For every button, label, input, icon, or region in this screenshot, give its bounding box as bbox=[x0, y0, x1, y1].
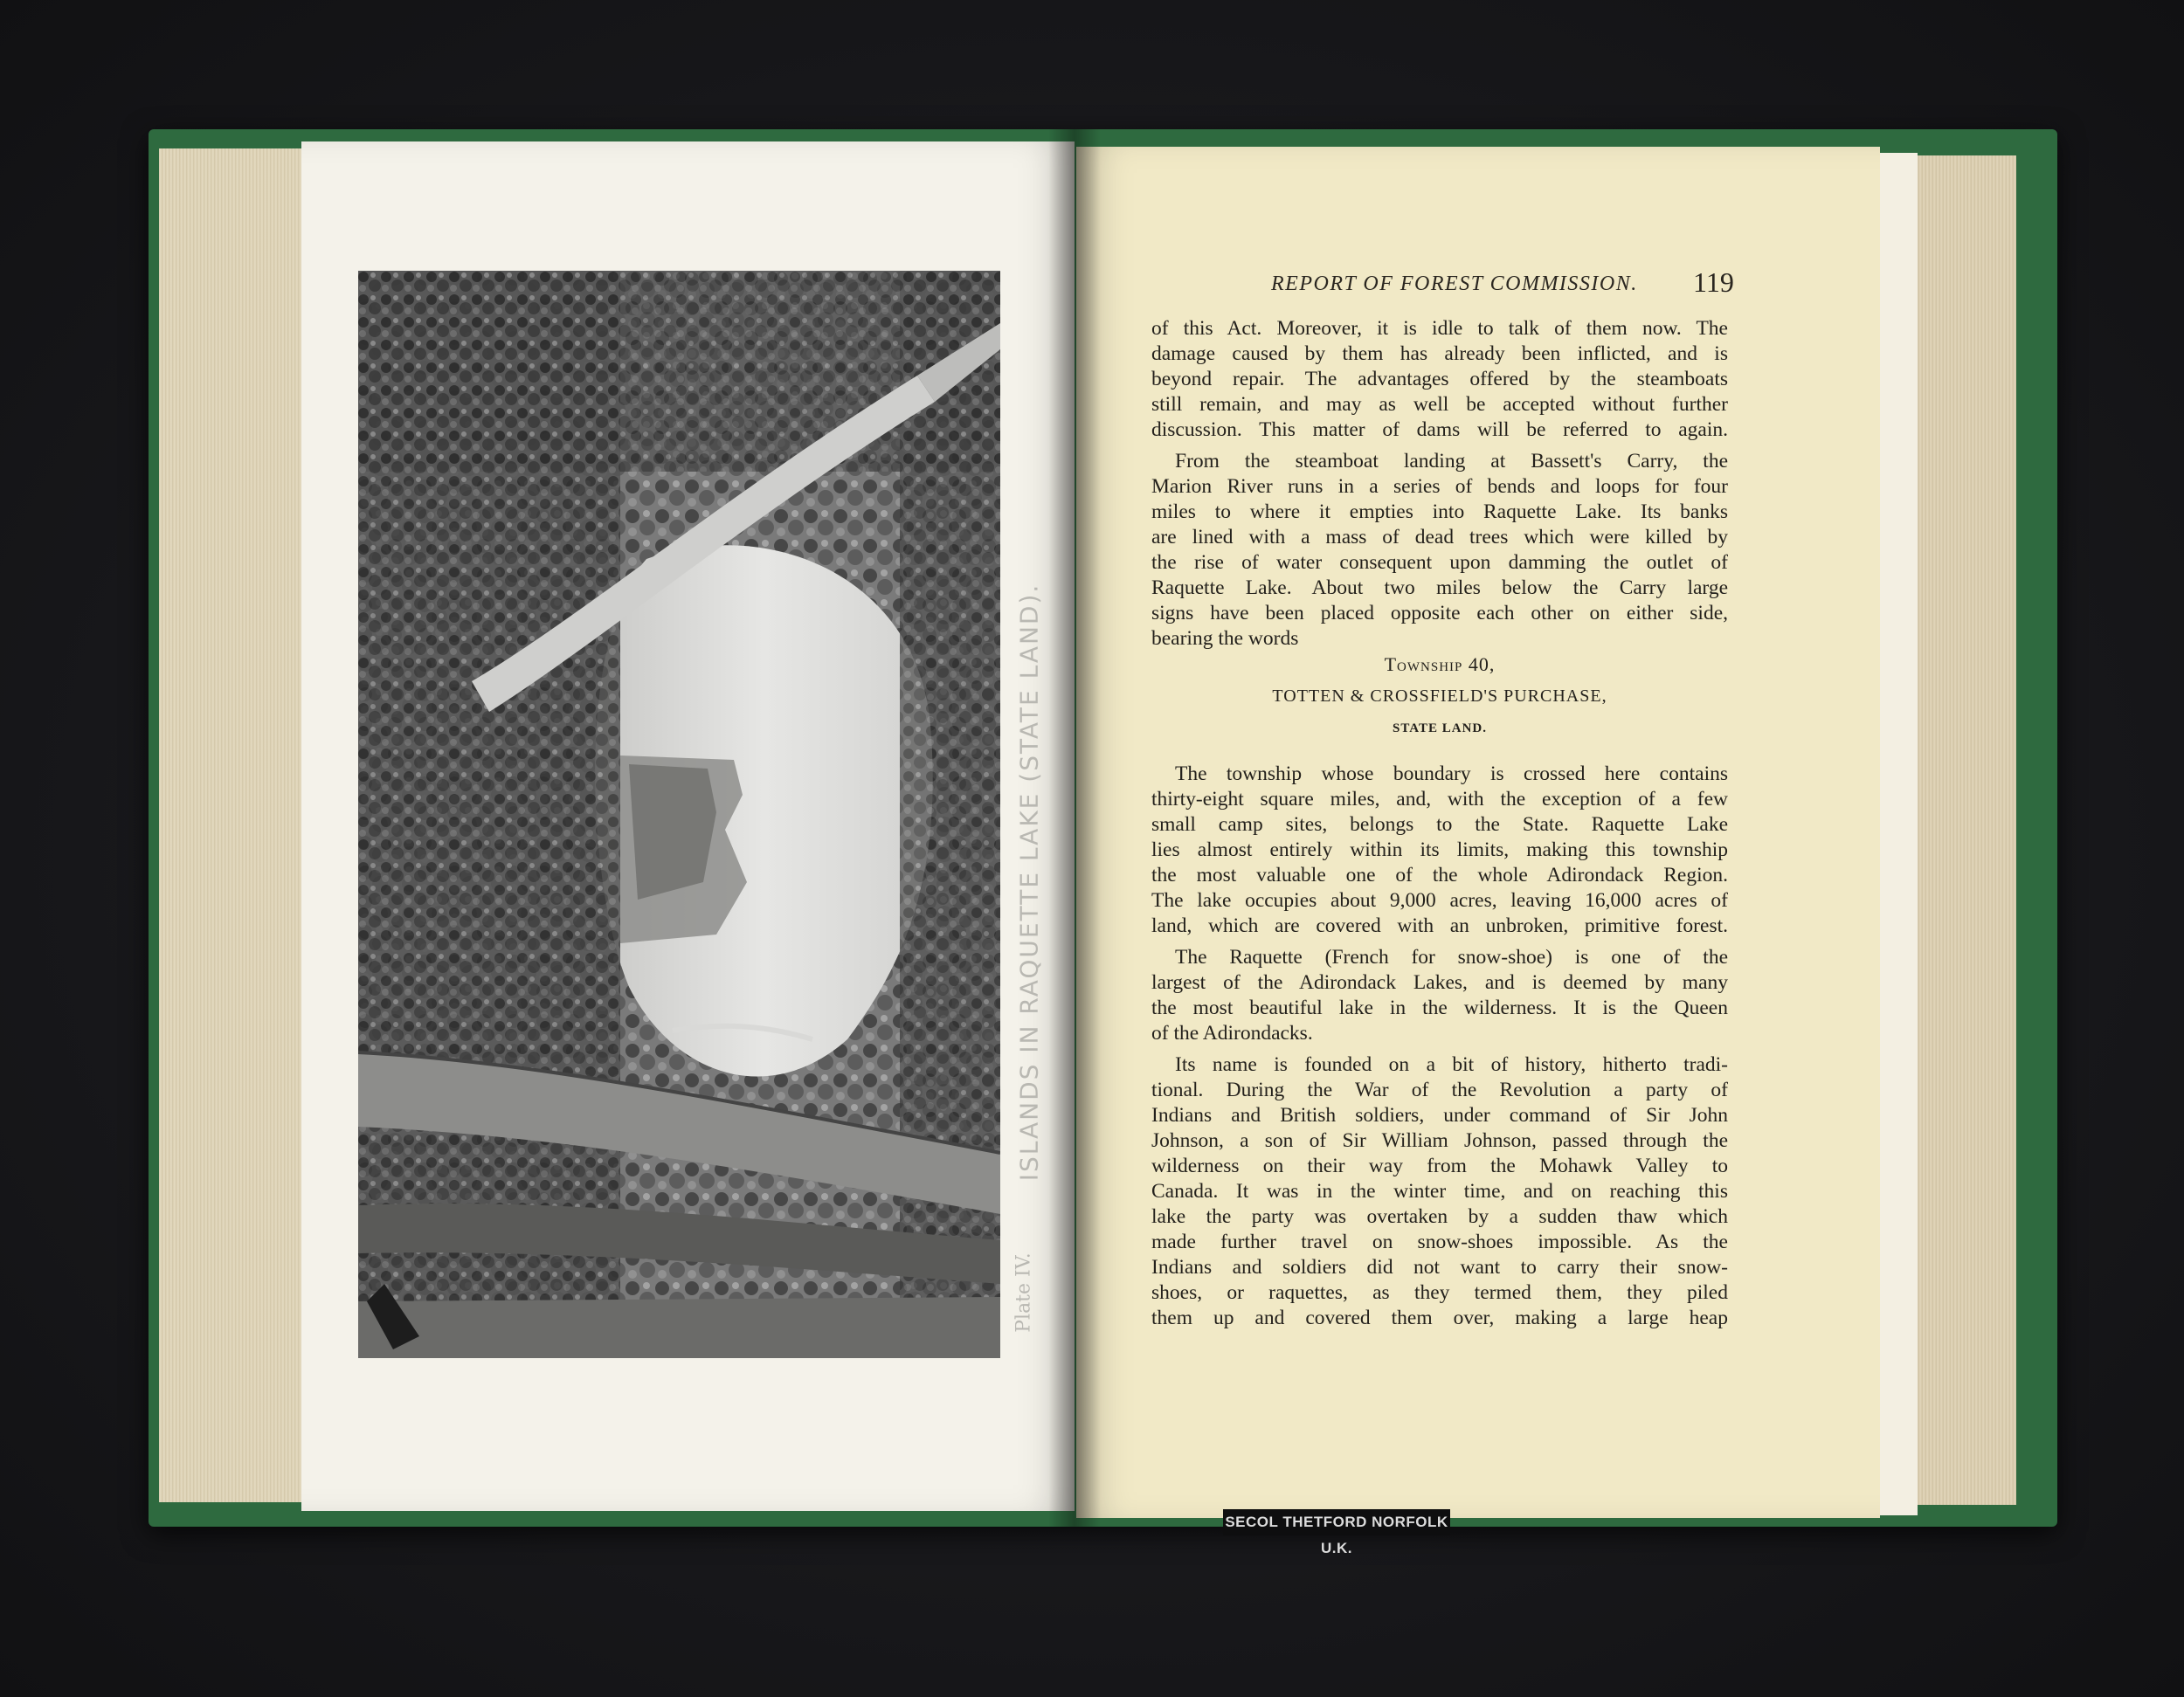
text-line: them up and covered them over, making a large heap bbox=[1151, 1307, 1728, 1329]
text-line: Indians and soldiers did not want to carry their snow- bbox=[1151, 1256, 1728, 1279]
sign-purchase: TOTTEN & CROSSFIELD'S PURCHASE, bbox=[1272, 686, 1607, 706]
text-line: bearing the words bbox=[1151, 627, 1299, 650]
text-line: shoes, or raquettes, as they termed them, they piled bbox=[1151, 1281, 1728, 1304]
text-line: the rise of water consequent upon damming the outlet of bbox=[1151, 551, 1728, 574]
sign-township: Township 40, bbox=[1384, 653, 1496, 675]
text-line: Canada. It was in the winter time, and on reaching this bbox=[1151, 1180, 1728, 1203]
spine-shadow bbox=[1048, 129, 1101, 1527]
text-line: Indians and British soldiers, under command of Sir John bbox=[1151, 1104, 1728, 1127]
plate-caption: ISLANDS IN RAQUETTE LAKE (STATE LAND). bbox=[1014, 583, 1044, 1182]
text-line: made further travel on snow-shoes impossible. As the bbox=[1151, 1231, 1728, 1253]
binder-stamp: SECOL THETFORD NORFOLK U.K. bbox=[1223, 1509, 1450, 1535]
text-line: miles to where it empties into Raquette Lake. Its banks bbox=[1151, 500, 1728, 523]
text-line: Its name is founded on a bit of history, hitherto tradi- bbox=[1175, 1053, 1728, 1076]
text-line: small camp sites, belongs to the State. Raquette Lake bbox=[1151, 813, 1728, 836]
plate-number: Plate IV. bbox=[1013, 1252, 1035, 1333]
page-number: 119 bbox=[1693, 266, 1734, 298]
text-line: The Raquette (French for snow-shoe) is one of the bbox=[1175, 946, 1728, 969]
plate-photograph bbox=[358, 271, 1000, 1358]
text-line: lake the party was overtaken by a sudden thaw which bbox=[1151, 1205, 1728, 1228]
text-line: Raquette Lake. About two miles below the Carry large bbox=[1151, 576, 1728, 599]
text-line: largest of the Adirondack Lakes, and is deemed by many bbox=[1151, 971, 1728, 994]
text-line: The township whose boundary is crossed here contains bbox=[1175, 762, 1728, 785]
text-line: signs have been placed opposite each other on either side, bbox=[1151, 602, 1728, 624]
text-line: discussion. This matter of dams will be referred to again. bbox=[1151, 418, 1728, 441]
running-head: REPORT OF FOREST COMMISSION. bbox=[1271, 272, 1638, 295]
sign-state-land: STATE LAND. bbox=[1393, 721, 1487, 735]
text-line: of the Adirondacks. bbox=[1151, 1022, 1313, 1045]
lake-islands-photo bbox=[358, 271, 1000, 1358]
text-line: lies almost entirely within its limits, making this township bbox=[1151, 838, 1728, 861]
text-line: From the steamboat landing at Bassett's Carry, the bbox=[1175, 450, 1728, 473]
text-line: Johnson, a son of Sir William Johnson, passed through the bbox=[1151, 1129, 1728, 1152]
text-line: beyond repair. The advantages offered by the steamboats bbox=[1151, 368, 1728, 390]
text-line: thirty-eight square miles, and, with the exception of a few bbox=[1151, 788, 1728, 811]
text-line: land, which are covered with an unbroken, primitive forest. bbox=[1151, 914, 1728, 937]
text-line: damage caused by them has already been inflicted, and is bbox=[1151, 342, 1728, 365]
text-line: Marion River runs in a series of bends and loops for four bbox=[1151, 475, 1728, 498]
text-line: tional. During the War of the Revolution a party of bbox=[1151, 1079, 1728, 1101]
left-page-block-edges bbox=[159, 148, 308, 1502]
text-line: wilderness on their way from the Mohawk Valley to bbox=[1151, 1155, 1728, 1177]
text-line: are lined with a mass of dead trees which were killed by bbox=[1151, 526, 1728, 548]
text-line: the most beautiful lake in the wilderness. It is the Queen bbox=[1151, 997, 1728, 1019]
text-line: of this Act. Moreover, it is idle to talk of them now. The bbox=[1151, 317, 1728, 340]
text-line: the most valuable one of the whole Adirondack Region. bbox=[1151, 864, 1728, 886]
text-line: The lake occupies about 9,000 acres, leaving 16,000 acres of bbox=[1151, 889, 1728, 912]
text-line: still remain, and may as well be accepted without further bbox=[1151, 393, 1728, 416]
